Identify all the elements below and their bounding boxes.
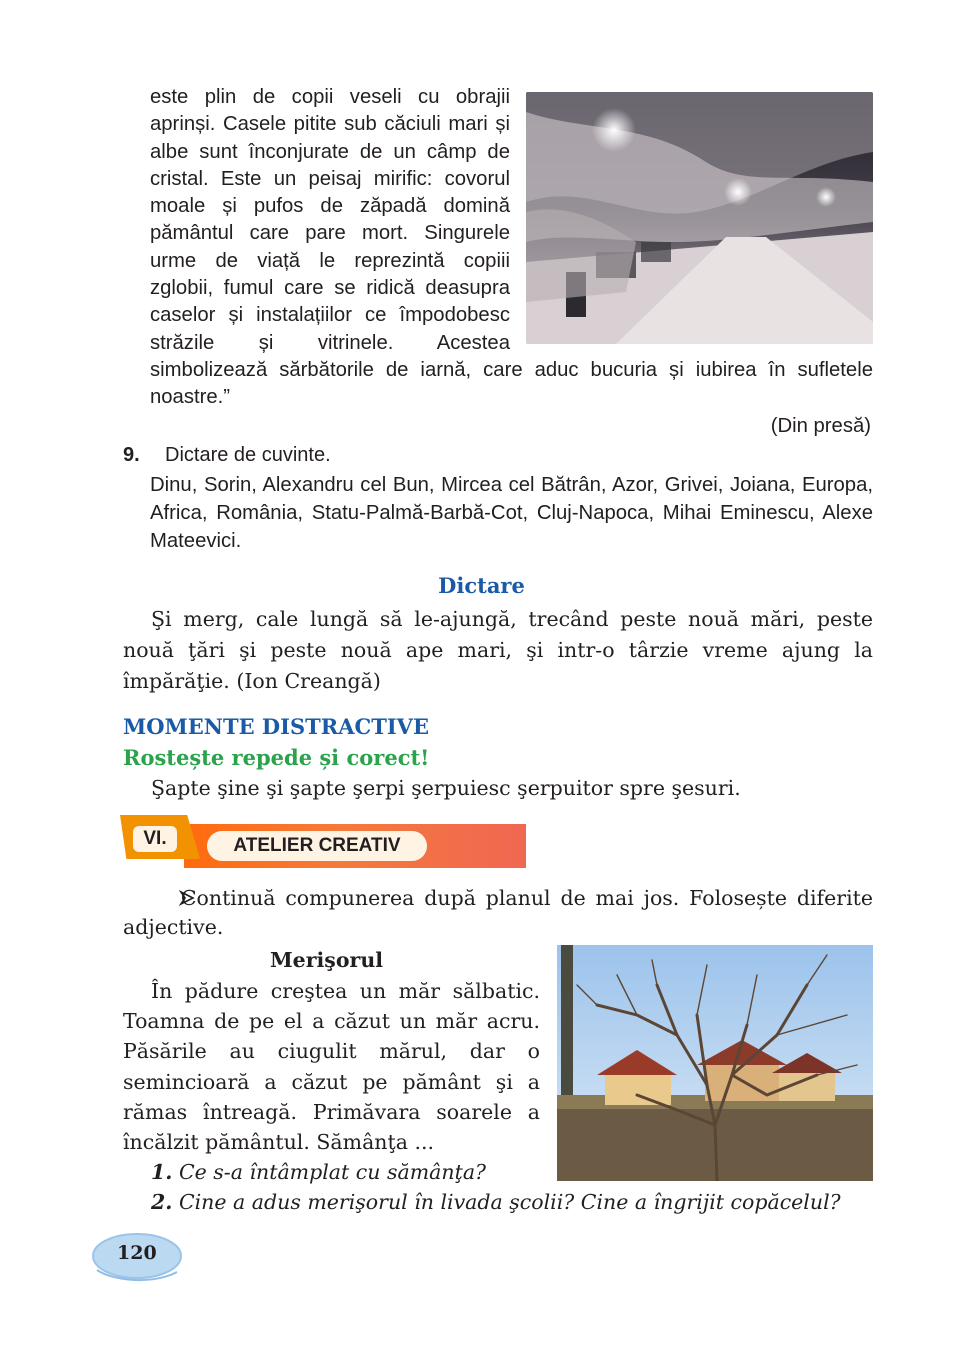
- dictation-text: Şi merg, cale lungă să le-ajungă, trecând peste nouă mări, peste nouă ţări şi peste nouă ape mari, şi intr-o târzie vreme ajung la împărăţie. (Ion Creangă): [123, 607, 873, 693]
- question-2-text: Cine a adus merişorul în livada şcolii? Cine a îngrijit copăcelul?: [178, 1190, 841, 1214]
- source-citation: (Din presă): [770, 415, 871, 437]
- dictation-word-list: Dinu, Sorin, Alexandru cel Bun, Mircea cel Bătrân, Azor, Grivei, Joiana, Europa, Africa, România, Statu-Palmă-Barbă-Cot, Cluj-Napoca, Mihai Eminescu, Alexe Mateevici.: [150, 474, 873, 552]
- question-2: [151, 1190, 841, 1214]
- tongue-twister-text: Şapte şine şi şapte şerpi şerpuiesc şerpuitor spre şesuri.: [151, 776, 741, 800]
- question-1: [151, 1160, 486, 1184]
- exercise-title: Dictare de cuvinte.: [165, 444, 331, 466]
- arrow-bullet-icon: [151, 884, 171, 913]
- section-number: VI.: [133, 826, 177, 852]
- story-text: În pădure creştea un măr sălbatic. Toamna de pe el a căzut un măr acru. Păsările au ciugulit mărul, dar o semincioară a căzut pe pământ şi a rămas întreagă. Primăvara soarele a încălzit pământul. Sămânţa ...: [123, 979, 540, 1155]
- story-block: [123, 944, 540, 1157]
- winter-paragraph: este plin de copii veseli cu obrajii aprinși. Casele pitite sub căciuli mari și albe sunt înconjurate de un câmp de cristal. Este un peisaj mirific: covorul moale și pufos de zăpadă domină pământul care pare mort. Singurele urme de viață le reprezintă copiii zglobii, fumul care se ridică deasupra caselor și instalațiilor ce împodobesc străzile și vitrinele. Acestea simbolizează sărbătorile de iarnă, care aduc bucuria și iubirea în sufletele noastre.”: [150, 86, 873, 409]
- instruction-text: Continuă compunerea după planul de mai jos. Folosește diferite adjective.: [123, 886, 873, 939]
- apple-tree-photo: [557, 945, 873, 1181]
- question-2-number: 2.: [151, 1190, 173, 1214]
- winter-park-photo: [526, 92, 873, 344]
- dictation-heading: Dictare: [438, 573, 525, 598]
- page-number-badge: [85, 1228, 185, 1284]
- winter-text-block: [150, 84, 873, 412]
- instruction: [123, 884, 873, 942]
- tongue-twister-heading: Rostește repede și corect!: [123, 745, 430, 770]
- question-1-text: Ce s-a întâmplat cu sămânţa?: [178, 1160, 487, 1184]
- section-heading-momente: MOMENTE DISTRACTIVE: [123, 714, 429, 739]
- story-title: Merişorul: [269, 948, 384, 972]
- section-title: ATELIER CREATIV: [207, 831, 427, 861]
- section-banner: [120, 815, 526, 868]
- question-1-number: 1.: [151, 1160, 173, 1184]
- page-number: 120: [117, 1242, 157, 1264]
- exercise-number: 9.: [123, 444, 140, 466]
